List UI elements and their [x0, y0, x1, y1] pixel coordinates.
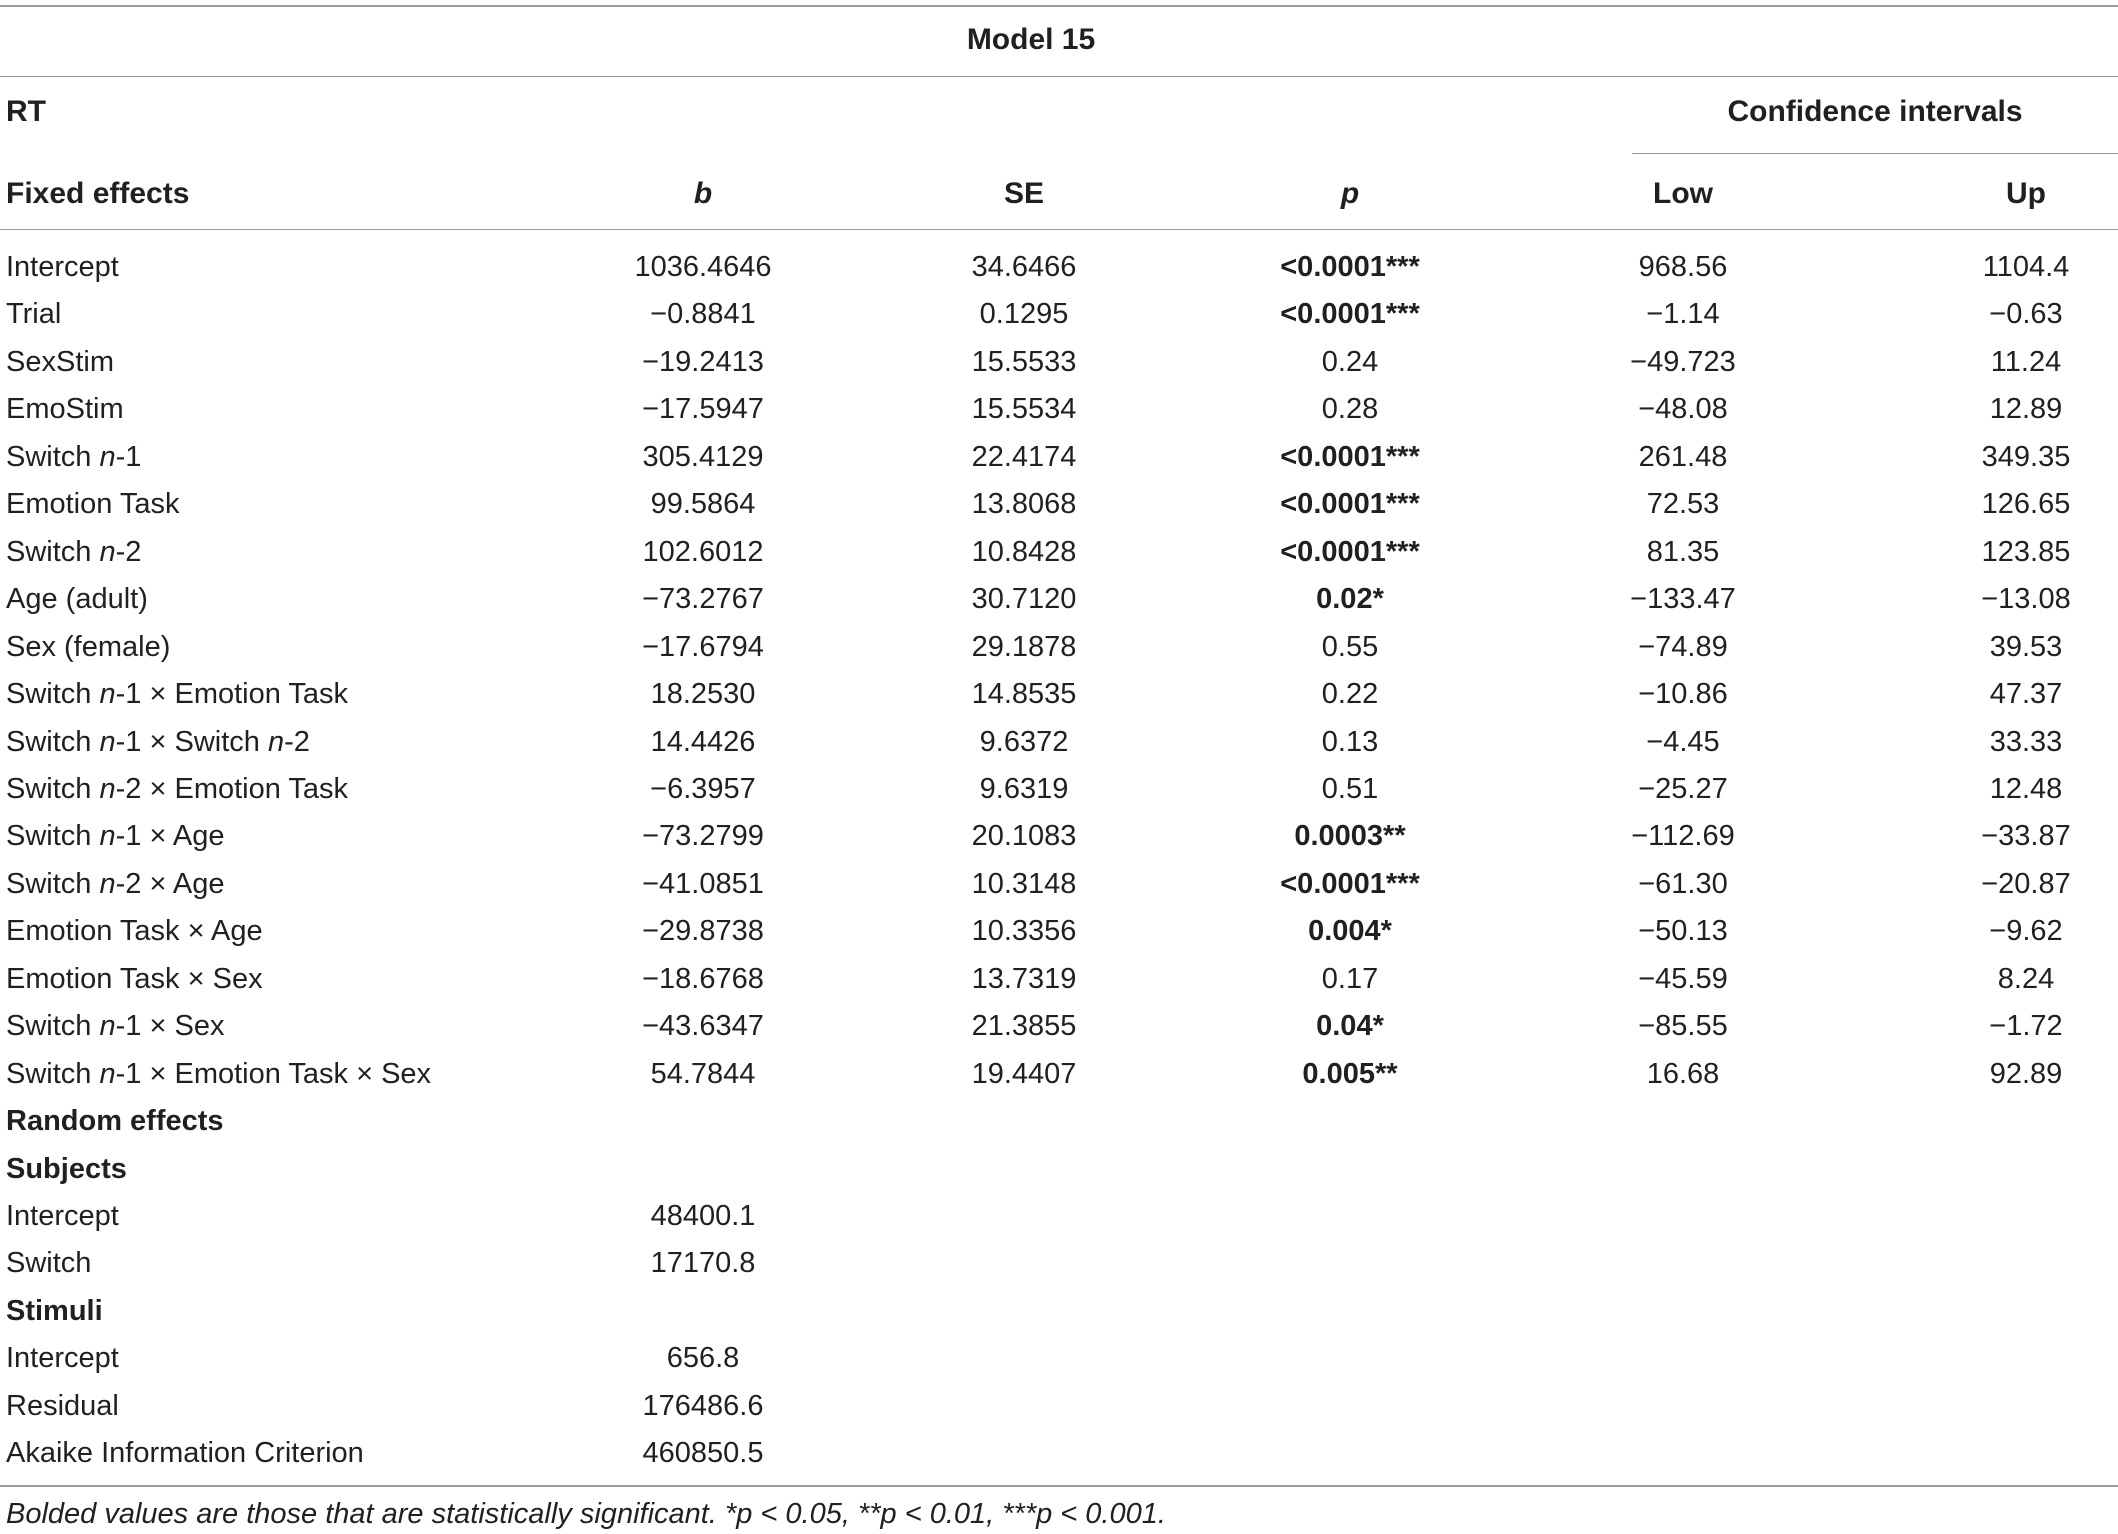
ci-low-value: −4.45	[1646, 725, 1720, 758]
b-value: 99.5864	[650, 488, 756, 521]
table-row	[0, 294, 2118, 341]
table-row	[0, 389, 2118, 436]
b-value: −18.6768	[642, 962, 764, 995]
table-row	[0, 1196, 2118, 1243]
col-header-se: SE	[1003, 177, 1045, 210]
p-value: <0.0001***	[1280, 440, 1420, 473]
effect-label: Sex (female)	[6, 630, 171, 663]
table-title: Model 15	[966, 23, 1096, 56]
ci-low-value: 81.35	[1646, 535, 1720, 568]
ci-up-value: 12.89	[1989, 393, 2063, 426]
se-value: 29.1878	[971, 630, 1077, 663]
p-value: 0.24	[1321, 345, 1379, 378]
p-value: 0.0003**	[1294, 820, 1406, 853]
random-effects-header-row	[0, 1101, 2118, 1148]
effect-label: Emotion Task × Age	[6, 915, 263, 948]
effect-label: Switch n-2 × Age	[6, 867, 225, 900]
ci-header: Confidence intervals	[1727, 95, 2023, 128]
col-header-low: Low	[1653, 177, 1713, 210]
b-value: −17.6794	[642, 630, 764, 663]
table-row	[0, 627, 2118, 674]
residual-value: 176486.6	[642, 1389, 764, 1422]
effect-label: Switch n-1 × Switch n-2	[6, 725, 310, 758]
ci-up-value: 126.65	[1981, 488, 2071, 521]
ci-up-value: −1.72	[1989, 1010, 2063, 1043]
effect-label: Emotion Task × Sex	[6, 962, 263, 995]
ci-up-value: −9.62	[1989, 915, 2063, 948]
b-value: 102.6012	[642, 535, 764, 568]
ci-up-value: 12.48	[1989, 772, 2063, 805]
ci-up-value: 11.24	[1990, 345, 2062, 378]
se-value: 10.8428	[971, 535, 1077, 568]
header-rule	[0, 229, 2118, 230]
random-group-label: Stimuli	[6, 1294, 103, 1327]
ci-up-value: 8.24	[1997, 962, 2055, 995]
ci-up-value: 33.33	[1989, 725, 2063, 758]
top-rule	[0, 5, 2118, 7]
ci-low-value: −133.47	[1630, 583, 1736, 616]
p-value: 0.55	[1321, 630, 1379, 663]
ci-up-value: −13.08	[1981, 583, 2071, 616]
p-value: <0.0001***	[1280, 251, 1420, 283]
ci-low-value: −48.08	[1638, 393, 1728, 426]
se-value: 22.4174	[971, 440, 1077, 473]
effect-label: Switch n-1 × Emotion Task	[6, 678, 349, 711]
aic-label: Akaike Information Criterion	[6, 1437, 364, 1470]
b-value: −6.3957	[650, 772, 756, 805]
bottom-rule	[0, 1485, 2118, 1487]
table-row	[0, 769, 2118, 816]
effect-label: Switch n-1 × Age	[6, 820, 225, 853]
se-value: 9.6319	[979, 772, 1069, 805]
effect-label: SexStim	[6, 345, 114, 378]
title-rule	[0, 76, 2118, 77]
random-group-label: Subjects	[6, 1152, 127, 1185]
table-row	[0, 959, 2118, 1006]
table-row	[0, 342, 2118, 389]
table-row	[0, 1338, 2118, 1385]
se-value: 13.7319	[971, 962, 1077, 995]
ci-up-value: 47.37	[1989, 678, 2063, 711]
effect-label: Switch n-2	[6, 535, 142, 568]
se-value: 14.8535	[971, 678, 1077, 711]
table-row	[0, 1243, 2118, 1290]
effect-label: Intercept	[6, 251, 119, 283]
p-value: <0.0001***	[1280, 535, 1420, 568]
ci-low-value: −85.55	[1638, 1010, 1728, 1043]
table-row	[0, 722, 2118, 769]
random-effect-label: Switch	[6, 1247, 92, 1280]
table-footnote: Bolded values are those that are statistically significant. *p < 0.05, **p < 0.01, ***p < 0.001.	[6, 1498, 1166, 1530]
table-row	[0, 532, 2118, 579]
se-value: 10.3148	[971, 867, 1077, 900]
variance-value: 17170.8	[650, 1247, 756, 1280]
effect-label: Emotion Task	[6, 488, 180, 521]
p-value: 0.04*	[1316, 1010, 1384, 1043]
table-row	[0, 484, 2118, 531]
random-group-row	[0, 1149, 2118, 1196]
aic-row	[0, 1433, 2118, 1480]
b-value: −73.2767	[642, 583, 764, 616]
p-value: <0.0001***	[1280, 488, 1420, 521]
se-value: 15.5534	[971, 393, 1077, 426]
random-effect-label: Intercept	[6, 1200, 119, 1232]
effect-label: EmoStim	[6, 393, 124, 426]
p-value: 0.13	[1321, 725, 1379, 758]
se-value: 10.3356	[971, 915, 1077, 948]
se-value: 20.1083	[971, 820, 1077, 853]
ci-low-value: 16.68	[1646, 1057, 1720, 1090]
ci-low-value: −50.13	[1638, 915, 1728, 948]
b-value: −0.8841	[650, 298, 756, 331]
ci-low-value: −25.27	[1638, 772, 1728, 805]
effect-label: Switch n-1 × Sex	[6, 1010, 225, 1043]
b-value: 18.2530	[650, 678, 756, 711]
p-value: <0.0001***	[1280, 298, 1420, 331]
variance-value: 656.8	[666, 1342, 740, 1375]
se-value: 19.4407	[971, 1057, 1077, 1090]
ci-up-value: 1104.4	[1982, 251, 2070, 283]
ci-low-value: 968.56	[1638, 251, 1728, 283]
b-value: 14.4426	[650, 725, 756, 758]
b-value: −41.0851	[642, 867, 764, 900]
col-header-up: Up	[2006, 177, 2046, 210]
effect-label: Age (adult)	[6, 583, 148, 616]
se-value: 9.6372	[979, 725, 1069, 758]
col-header-b: b	[693, 177, 713, 210]
se-value: 21.3855	[971, 1010, 1077, 1043]
residual-label: Residual	[6, 1389, 119, 1422]
random-group-row	[0, 1291, 2118, 1338]
b-value: −17.5947	[642, 393, 764, 426]
residual-row	[0, 1386, 2118, 1433]
ci-up-value: −0.63	[1989, 298, 2063, 331]
p-value: 0.22	[1321, 678, 1379, 711]
b-value: −29.8738	[642, 915, 764, 948]
random-effects-label: Random effects	[6, 1105, 224, 1138]
ci-low-value: −45.59	[1638, 962, 1728, 995]
ci-low-value: −1.14	[1646, 298, 1720, 331]
p-value: 0.51	[1321, 772, 1379, 805]
table-row	[0, 864, 2118, 911]
ci-up-value: 92.89	[1989, 1057, 2063, 1090]
p-value: <0.0001***	[1280, 867, 1420, 900]
table-row	[0, 1054, 2118, 1101]
b-value: −19.2413	[642, 345, 764, 378]
ci-up-value: −20.87	[1981, 867, 2071, 900]
variance-value: 48400.1	[650, 1200, 756, 1232]
p-value: 0.004*	[1308, 915, 1392, 948]
se-value: 13.8068	[971, 488, 1077, 521]
effect-label: Switch n-1 × Emotion Task × Sex	[6, 1057, 432, 1090]
b-value: −43.6347	[642, 1010, 764, 1043]
ci-up-value: 349.35	[1981, 440, 2071, 473]
b-value: 305.4129	[642, 440, 764, 473]
se-value: 0.1295	[979, 298, 1069, 331]
b-value: 54.7844	[650, 1057, 756, 1090]
ci-low-value: −61.30	[1638, 867, 1728, 900]
ci-up-value: −33.87	[1981, 820, 2071, 853]
ci-low-value: −112.69	[1631, 820, 1735, 853]
se-value: 15.5533	[971, 345, 1077, 378]
ci-low-value: −74.89	[1638, 630, 1728, 663]
ci-low-value: 261.48	[1638, 440, 1728, 473]
p-value: 0.02*	[1316, 583, 1384, 616]
b-value: 1036.4646	[634, 251, 772, 283]
random-effect-label: Intercept	[6, 1342, 119, 1375]
table-row	[0, 674, 2118, 721]
table-row	[0, 579, 2118, 626]
p-value: 0.28	[1321, 393, 1379, 426]
ci-up-value: 123.85	[1981, 535, 2071, 568]
ci-up-value: 39.53	[1989, 630, 2063, 663]
effect-label: Switch n-2 × Emotion Task	[6, 772, 349, 805]
table-row	[0, 1006, 2118, 1053]
se-value: 30.7120	[971, 583, 1077, 616]
effect-label: Switch n-1	[6, 440, 142, 473]
col-header-label: Fixed effects	[6, 177, 190, 210]
table-row	[0, 247, 2118, 294]
table-row	[0, 437, 2118, 484]
p-value: 0.17	[1321, 962, 1379, 995]
ci-low-value: 72.53	[1646, 488, 1720, 521]
table-row	[0, 816, 2118, 863]
b-value: −73.2799	[642, 820, 764, 853]
ci-low-value: −10.86	[1638, 678, 1728, 711]
p-value: 0.005**	[1302, 1057, 1398, 1090]
col-header-p: p	[1340, 177, 1360, 210]
ci-rule	[1632, 153, 2118, 154]
table-row	[0, 911, 2118, 958]
dv-label: RT	[6, 95, 46, 128]
aic-value: 460850.5	[642, 1437, 764, 1470]
effect-label: Trial	[6, 298, 62, 331]
ci-low-value: −49.723	[1630, 345, 1736, 378]
se-value: 34.6466	[971, 251, 1077, 283]
